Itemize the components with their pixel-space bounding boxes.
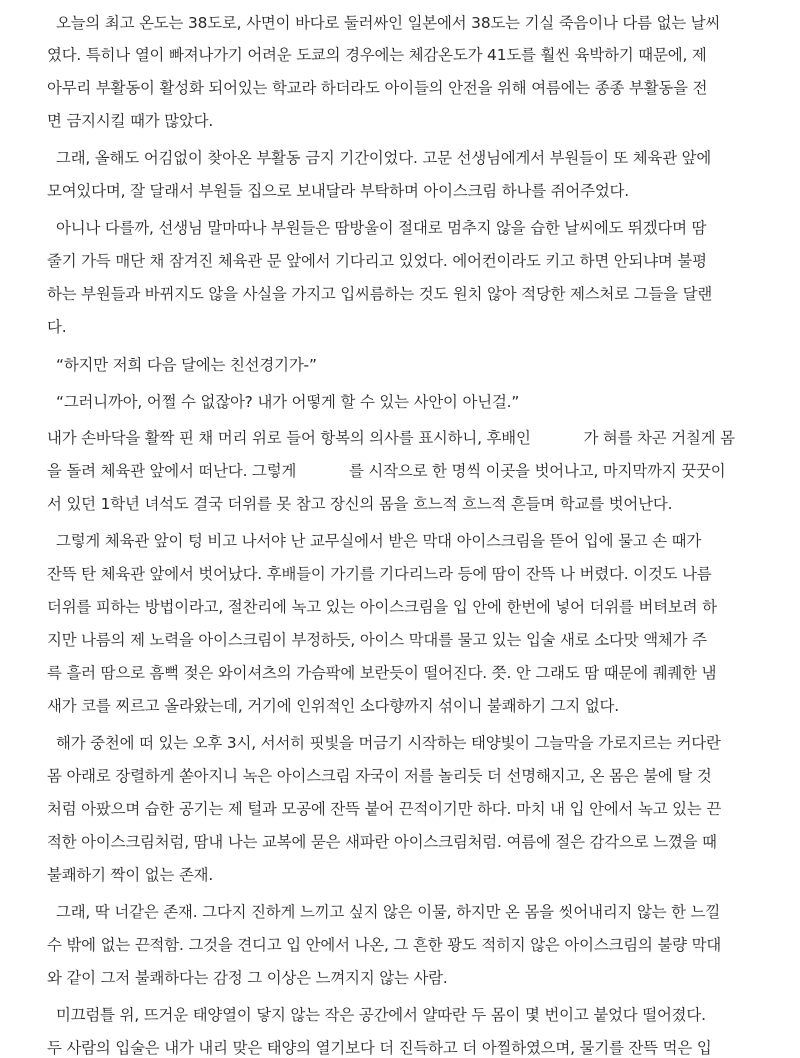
text-line: 더위를 피하는 방법이라고, 절찬리에 녹고 있는 아이스크림을 입 안에 한번에 넣어 더위를 버텨보려 하 (47, 598, 717, 616)
redacted-name (535, 428, 583, 448)
text-line: 새가 코를 찌르고 올라왔는데, 거기에 인위적인 소다향까지 섞이니 불쾌하기 그지 없다. (47, 697, 620, 715)
text-line (47, 428, 735, 448)
text-line: 그래, 올해도 어김없이 찾아온 부활동 금지 기간이었다. 고문 선생님에게서 부원들이 또 체육관 앞에 (56, 149, 712, 167)
text-line: 처럼 아팠으며 습한 공기는 제 털과 모공에 잔뜩 붙어 끈적이기만 하다. 마치 내 입 안에서 녹고 있는 끈 (47, 800, 722, 818)
text-line: 하는 부원들과 바뀌지도 않을 사실을 가지고 입씨름하는 것도 원치 않아 적당한 제스처로 그들을 달랜 (47, 285, 713, 303)
text-line: 줄기 가득 매단 채 잠겨진 체육관 문 앞에서 기다리고 있었다. 에어컨이라도 키고 하면 안되냐며 불평 (47, 252, 707, 270)
text-line: 오늘의 최고 온도는 38도로, 사면이 바다로 둘러싸인 일본에서 38도는 기실 죽음이나 다름 없는 날씨 (56, 14, 721, 32)
text-line: 두 사람의 입술은 내가 내리 맞은 태양의 열기보다 더 진득하고 더 아찔하였으며, 물기를 잔뜩 먹은 입 (47, 1039, 712, 1057)
text-line (47, 461, 725, 481)
text-line: 몸 아래로 장렬하게 쏟아지니 녹은 아이스크림 자국이 저를 놀리듯 더 선명해지고, 온 몸은 불에 탈 것 (47, 767, 712, 785)
text-line: 서 있던 1학년 녀석도 결국 더위를 못 참고 장신의 몸을 흐느적 흐느적 흔들며 학교를 벗어난다. (47, 495, 673, 513)
text-segment: 내가 손바닥을 활짝 핀 채 머리 위로 들어 항복의 의사를 표시하니, 후배인 (47, 429, 536, 447)
text-line: 면 금지시킬 때가 많았다. (47, 112, 214, 130)
text-segment: 를 시작으로 한 명씩 이곳을 벗어나고, 마지막까지 꿋꿋이 (348, 462, 726, 480)
dialogue-line: “하지만 저희 다음 달에는 친선경기가-” (56, 356, 317, 374)
text-line: 다. (47, 318, 67, 336)
text-segment: 가 혀를 차곤 거칠게 몸 (583, 429, 735, 447)
text-line: 아니나 다를까, 선생님 말마따나 부원들은 땀방울이 절대로 멈추지 않을 습한 날씨에도 뛰겠다며 땀 (56, 219, 707, 237)
text-line: 였다. 특히나 열이 빠져나가기 어려운 도쿄의 경우에는 체감온도가 41도를 훨씬 육박하기 때문에, 제 (47, 46, 707, 64)
text-line: 해가 중천에 떠 있는 오후 3시, 서서히 핏빛을 머금기 시작하는 태양빛이 그늘막을 가로지르는 커다란 (56, 734, 721, 752)
text-line: 잔뜩 탄 체육관 앞에서 벗어났다. 후배들이 가기를 기다리느라 등에 땀이 잔뜩 나 버렸다. 이것도 나름 (47, 565, 712, 583)
text-line: 아무리 부활동이 활성화 되어있는 학교라 하더라도 아이들의 안전을 위해 여름에는 종종 부활동을 전 (47, 79, 708, 97)
dialogue-line: “그러니까아, 어쩔 수 없잖아? 내가 어떻게 할 수 있는 사안이 아닌걸.” (56, 393, 520, 411)
text-line: 모여있다며, 잘 달래서 부원들 집으로 보내달라 부탁하며 아이스크림 하나를 쥐어주었다. (47, 182, 629, 200)
text-line: 륵 흘러 땀으로 흠뻑 젖은 와이셔츠의 가슴팍에 보란듯이 떨어진다. 쯧. 안 그래도 땀 때문에 퀘퀘한 냄 (47, 664, 717, 682)
text-line: 그렇게 체육관 앞이 텅 비고 나서야 난 교무실에서 받은 막대 아이스크림을 뜯어 입에 물고 손 때가 (56, 532, 702, 550)
text-line: 그래, 딱 너같은 존재. 그다지 진하게 느끼고 싶지 않은 이물, 하지만 온 몸을 씻어내리지 않는 한 느낄 (56, 903, 721, 921)
text-line: 적한 아이스크림처럼, 땀내 나는 교복에 묻은 새파란 아이스크림처럼. 여름에 절은 감각으로 느꼈을 때 (47, 833, 717, 851)
text-line: 와 같이 그저 불쾌하다는 감정 그 이상은 느껴지지 않는 사람. (47, 969, 448, 987)
text-line: 불쾌하기 짝이 없는 존재. (47, 866, 214, 884)
text-segment: 을 돌려 체육관 앞에서 떠난다. 그렇게 (47, 462, 301, 480)
text-line: 수 밖에 없는 끈적함. 그것을 견디고 입 안에서 나온, 그 흔한 꽝도 적히지 않은 아이스크림의 불량 막대 (47, 936, 722, 954)
text-line: 지만 나름의 제 노력을 아이스크림이 부정하듯, 아이스 막대를 물고 있는 입술 새로 소다맛 액체가 주 (47, 631, 707, 649)
text-line: 미끄럼틀 위, 뜨거운 태양열이 닿지 않는 작은 공간에서 얄따란 두 몸이 몇 번이고 붙었다 떨어졌다. (56, 1006, 706, 1024)
redacted-name (301, 461, 349, 481)
